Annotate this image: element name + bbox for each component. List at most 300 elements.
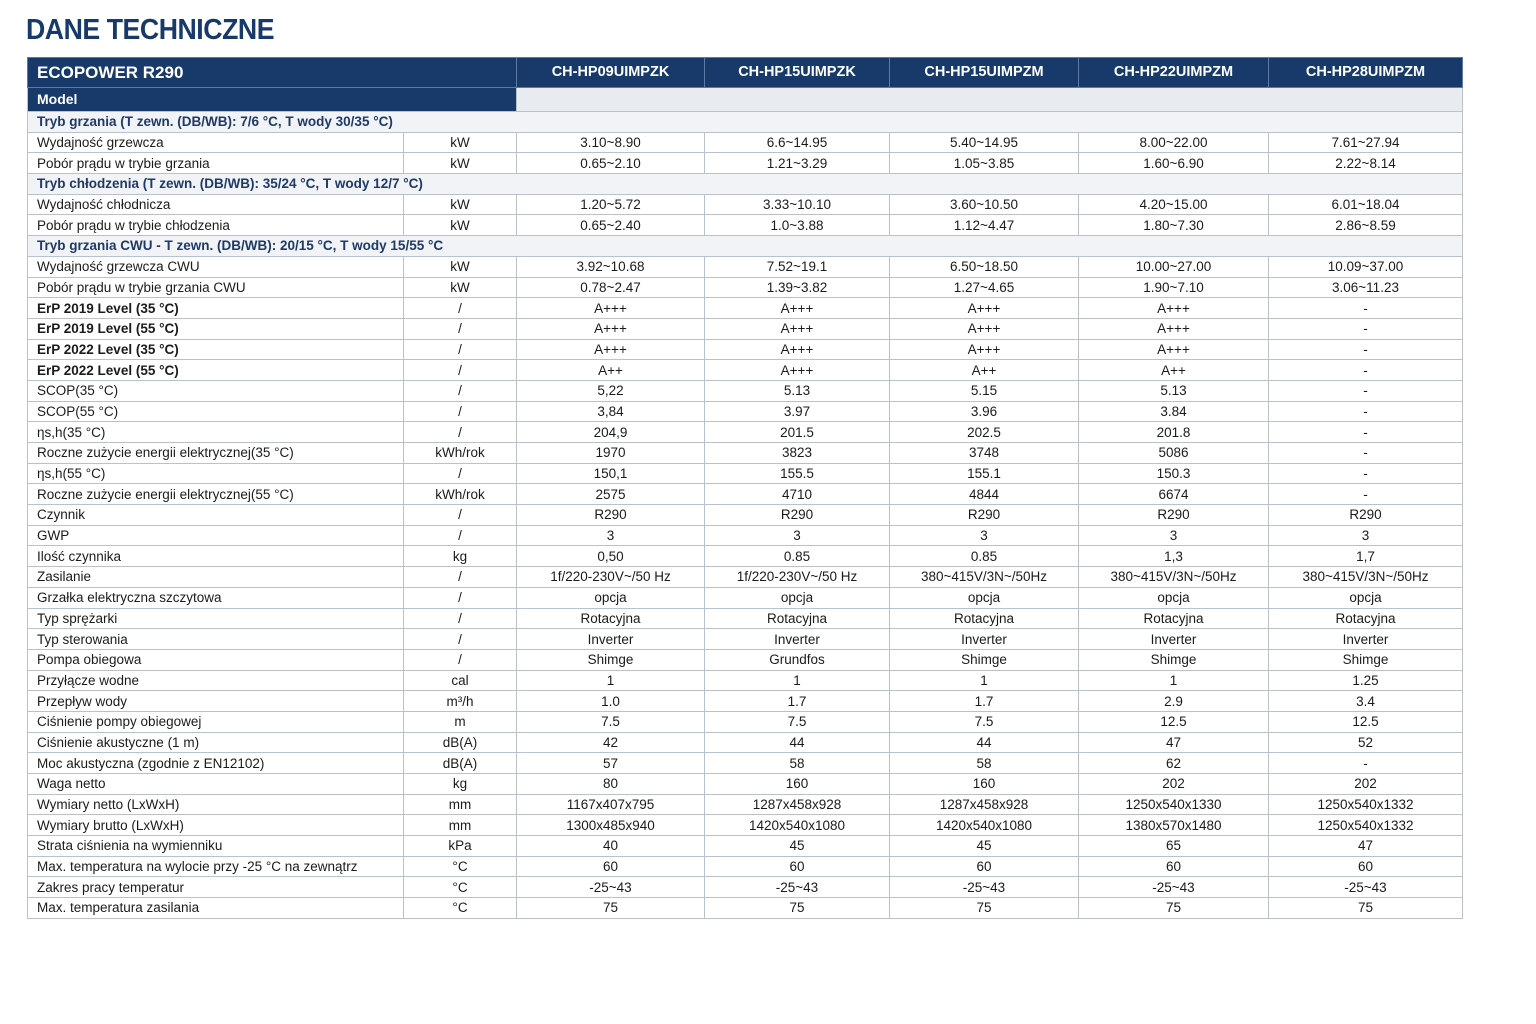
parameter-value: 1250x540x1330	[1079, 794, 1269, 815]
table-row	[28, 608, 1463, 629]
table-row	[28, 463, 1463, 484]
parameter-value: -	[1269, 443, 1463, 464]
parameter-name: Strata ciśnienia na wymienniku	[28, 836, 404, 857]
parameter-value: 7.61~27.94	[1269, 132, 1463, 153]
parameter-name: Wydajność grzewcza	[28, 132, 404, 153]
parameter-value: 3	[517, 525, 705, 546]
parameter-value: 62	[1079, 753, 1269, 774]
parameter-value: Inverter	[517, 629, 705, 650]
table-row	[28, 546, 1463, 567]
parameter-value: Shimge	[517, 649, 705, 670]
parameter-value: -25~43	[890, 877, 1079, 898]
parameter-value: 1250x540x1332	[1269, 815, 1463, 836]
parameter-value: 1.90~7.10	[1079, 277, 1269, 298]
parameter-value: Inverter	[1269, 629, 1463, 650]
parameter-name: Ciśnienie akustyczne (1 m)	[28, 732, 404, 753]
parameter-value: 8.00~22.00	[1079, 132, 1269, 153]
parameter-value: 3.84	[1079, 401, 1269, 422]
parameter-value: -	[1269, 360, 1463, 381]
parameter-value: -	[1269, 463, 1463, 484]
parameter-name: Typ sterowania	[28, 629, 404, 650]
parameter-value: 3	[890, 525, 1079, 546]
parameter-value: 380~415V/3N~/50Hz	[1079, 567, 1269, 588]
table-row	[28, 649, 1463, 670]
parameter-value: Rotacyjna	[890, 608, 1079, 629]
parameter-name: SCOP(35 °C)	[28, 380, 404, 401]
parameter-value: 3.97	[705, 401, 890, 422]
parameter-name: Ciśnienie pompy obiegowej	[28, 711, 404, 732]
parameter-value: A+++	[1079, 318, 1269, 339]
parameter-value: 3,84	[517, 401, 705, 422]
parameter-value: 75	[517, 898, 705, 919]
parameter-value: 380~415V/3N~/50Hz	[1269, 567, 1463, 588]
parameter-value: 3	[1269, 525, 1463, 546]
table-row	[28, 856, 1463, 877]
parameter-unit: /	[404, 649, 517, 670]
parameter-name: Czynnik	[28, 505, 404, 526]
parameter-value: 1.05~3.85	[890, 153, 1079, 174]
parameter-value: 10.09~37.00	[1269, 256, 1463, 277]
parameter-value: 1.0	[517, 691, 705, 712]
parameter-value: 80	[517, 774, 705, 795]
parameter-value: 201.5	[705, 422, 890, 443]
parameter-unit: dB(A)	[404, 753, 517, 774]
parameter-value: R290	[890, 505, 1079, 526]
parameter-value: 0.65~2.40	[517, 215, 705, 236]
parameter-value: 3.60~10.50	[890, 194, 1079, 215]
parameter-value: 202	[1079, 774, 1269, 795]
parameter-value: 57	[517, 753, 705, 774]
parameter-value: 3.10~8.90	[517, 132, 705, 153]
parameter-value: Shimge	[890, 649, 1079, 670]
parameter-unit: /	[404, 339, 517, 360]
parameter-value: A+++	[705, 318, 890, 339]
parameter-value: A+++	[705, 298, 890, 319]
parameter-value: 160	[705, 774, 890, 795]
parameter-value: 1.60~6.90	[1079, 153, 1269, 174]
parameter-value: 75	[1269, 898, 1463, 919]
table-row	[28, 298, 1463, 319]
table-row	[28, 360, 1463, 381]
parameter-value: 1.27~4.65	[890, 277, 1079, 298]
parameter-value: 75	[1079, 898, 1269, 919]
parameter-value: A+++	[705, 339, 890, 360]
parameter-name: Moc akustyczna (zgodnie z EN12102)	[28, 753, 404, 774]
parameter-value: 75	[890, 898, 1079, 919]
parameter-value: 1.7	[890, 691, 1079, 712]
parameter-value: 1f/220-230V~/50 Hz	[517, 567, 705, 588]
parameter-value: 1970	[517, 443, 705, 464]
parameter-value: 2.9	[1079, 691, 1269, 712]
parameter-value: -	[1269, 484, 1463, 505]
parameter-value: 4844	[890, 484, 1079, 505]
table-row	[28, 877, 1463, 898]
parameter-value: 5086	[1079, 443, 1269, 464]
parameter-unit: °C	[404, 877, 517, 898]
table-row	[28, 898, 1463, 919]
parameter-value: 1420x540x1080	[890, 815, 1079, 836]
parameter-value: Inverter	[1079, 629, 1269, 650]
parameter-name: Zasilanie	[28, 567, 404, 588]
table-row	[28, 567, 1463, 588]
parameter-value: 6674	[1079, 484, 1269, 505]
table-row	[28, 380, 1463, 401]
parameter-name: Ilość czynnika	[28, 546, 404, 567]
parameter-value: R290	[705, 505, 890, 526]
parameter-value: -25~43	[705, 877, 890, 898]
parameter-name: ErP 2019 Level (35 °C)	[28, 298, 404, 319]
table-row	[28, 339, 1463, 360]
parameter-unit: kW	[404, 256, 517, 277]
parameter-value: 1,3	[1079, 546, 1269, 567]
parameter-value: 40	[517, 836, 705, 857]
parameter-value: 3	[705, 525, 890, 546]
table-row	[28, 153, 1463, 174]
parameter-value: 4710	[705, 484, 890, 505]
parameter-value: 155.1	[890, 463, 1079, 484]
parameter-value: 12.5	[1269, 711, 1463, 732]
parameter-value: Inverter	[890, 629, 1079, 650]
table-row	[28, 505, 1463, 526]
parameter-value: 0.85	[890, 546, 1079, 567]
parameter-value: 47	[1269, 836, 1463, 857]
parameter-value: Inverter	[705, 629, 890, 650]
parameter-name: Pobór prądu w trybie grzania	[28, 153, 404, 174]
table-row	[28, 670, 1463, 691]
parameter-value: 1167x407x795	[517, 794, 705, 815]
parameter-value: opcja	[705, 587, 890, 608]
parameter-unit: /	[404, 629, 517, 650]
parameter-name: SCOP(55 °C)	[28, 401, 404, 422]
parameter-value: 60	[1079, 856, 1269, 877]
parameter-value: A+++	[890, 318, 1079, 339]
parameter-name: Pobór prądu w trybie grzania CWU	[28, 277, 404, 298]
parameter-unit: kW	[404, 132, 517, 153]
parameter-value: 1.12~4.47	[890, 215, 1079, 236]
model-header: CH-HP15UIMPZM	[890, 58, 1079, 88]
parameter-value: 4.20~15.00	[1079, 194, 1269, 215]
parameter-unit: kW	[404, 277, 517, 298]
model-header: CH-HP09UIMPZK	[517, 58, 705, 88]
parameter-name: Grzałka elektryczna szczytowa	[28, 587, 404, 608]
parameter-value: 60	[705, 856, 890, 877]
parameter-value: A++	[517, 360, 705, 381]
parameter-value: 60	[1269, 856, 1463, 877]
parameter-name: Waga netto	[28, 774, 404, 795]
parameter-value: 58	[890, 753, 1079, 774]
parameter-value: opcja	[1269, 587, 1463, 608]
table-row	[28, 732, 1463, 753]
parameter-unit: dB(A)	[404, 732, 517, 753]
parameter-value: 155.5	[705, 463, 890, 484]
parameter-value: 7.52~19.1	[705, 256, 890, 277]
parameter-value: 204,9	[517, 422, 705, 443]
parameter-value: 5.13	[705, 380, 890, 401]
parameter-unit: °C	[404, 856, 517, 877]
parameter-name: Roczne zużycie energii elektrycznej(35 °C)	[28, 443, 404, 464]
table-row	[28, 587, 1463, 608]
parameter-name: Max. temperatura na wylocie przy -25 °C na zewnątrz	[28, 856, 404, 877]
parameter-unit: kg	[404, 774, 517, 795]
parameter-value: 150.3	[1079, 463, 1269, 484]
parameter-value: 60	[890, 856, 1079, 877]
table-row	[28, 691, 1463, 712]
parameter-value: 7.5	[705, 711, 890, 732]
parameter-value: Shimge	[1269, 649, 1463, 670]
parameter-value: 3748	[890, 443, 1079, 464]
spec-table	[27, 57, 1463, 919]
parameter-value: 1420x540x1080	[705, 815, 890, 836]
parameter-value: 1	[517, 670, 705, 691]
table-row	[28, 194, 1463, 215]
table-row	[28, 836, 1463, 857]
parameter-unit: /	[404, 422, 517, 443]
table-row	[28, 815, 1463, 836]
parameter-unit: /	[404, 505, 517, 526]
table-row	[28, 484, 1463, 505]
parameter-value: A+++	[890, 339, 1079, 360]
section-label: Tryb grzania (T zewn. (DB/WB): 7/6 °C, T wody 30/35 °C)	[28, 112, 1463, 133]
parameter-value: 1.7	[705, 691, 890, 712]
table-row	[28, 277, 1463, 298]
parameter-value: 1300x485x940	[517, 815, 705, 836]
parameter-value: 1287x458x928	[705, 794, 890, 815]
page-title: DANE TECHNICZNE	[26, 14, 275, 46]
parameter-value: opcja	[517, 587, 705, 608]
model-fill	[517, 88, 1463, 112]
parameter-value: 3.92~10.68	[517, 256, 705, 277]
parameter-name: Pompa obiegowa	[28, 649, 404, 670]
parameter-value: A++	[1079, 360, 1269, 381]
section-row	[28, 112, 1463, 133]
parameter-value: -	[1269, 401, 1463, 422]
parameter-value: 44	[890, 732, 1079, 753]
parameter-value: 150,1	[517, 463, 705, 484]
parameter-value: A+++	[1079, 339, 1269, 360]
parameter-value: -25~43	[517, 877, 705, 898]
parameter-value: 42	[517, 732, 705, 753]
table-row	[28, 422, 1463, 443]
parameter-value: opcja	[1079, 587, 1269, 608]
parameter-name: Wymiary netto (LxWxH)	[28, 794, 404, 815]
parameter-value: 3.96	[890, 401, 1079, 422]
parameter-value: 3823	[705, 443, 890, 464]
parameter-unit: /	[404, 318, 517, 339]
table-row	[28, 318, 1463, 339]
parameter-value: 12.5	[1079, 711, 1269, 732]
parameter-value: R290	[1269, 505, 1463, 526]
parameter-value: 1.20~5.72	[517, 194, 705, 215]
parameter-name: ηs,h(35 °C)	[28, 422, 404, 443]
table-row	[28, 711, 1463, 732]
parameter-value: 7.5	[517, 711, 705, 732]
parameter-value: 5.40~14.95	[890, 132, 1079, 153]
parameter-unit: /	[404, 608, 517, 629]
parameter-value: A+++	[517, 339, 705, 360]
parameter-name: ErP 2022 Level (55 °C)	[28, 360, 404, 381]
parameter-value: -	[1269, 339, 1463, 360]
parameter-value: 0,50	[517, 546, 705, 567]
parameter-name: ErP 2019 Level (55 °C)	[28, 318, 404, 339]
parameter-value: 60	[517, 856, 705, 877]
parameter-unit: mm	[404, 794, 517, 815]
parameter-value: 6.01~18.04	[1269, 194, 1463, 215]
parameter-unit: m³/h	[404, 691, 517, 712]
parameter-value: 0.78~2.47	[517, 277, 705, 298]
parameter-unit: kPa	[404, 836, 517, 857]
parameter-unit: /	[404, 298, 517, 319]
parameter-value: -	[1269, 318, 1463, 339]
parameter-value: 65	[1079, 836, 1269, 857]
parameter-name: Wymiary brutto (LxWxH)	[28, 815, 404, 836]
parameter-value: 0.65~2.10	[517, 153, 705, 174]
parameter-value: A+++	[705, 360, 890, 381]
parameter-value: A++	[890, 360, 1079, 381]
parameter-name: Zakres pracy temperatur	[28, 877, 404, 898]
parameter-value: 2575	[517, 484, 705, 505]
parameter-value: 1380x570x1480	[1079, 815, 1269, 836]
parameter-unit: kWh/rok	[404, 484, 517, 505]
parameter-value: 45	[890, 836, 1079, 857]
parameter-value: 5.13	[1079, 380, 1269, 401]
parameter-name: Max. temperatura zasilania	[28, 898, 404, 919]
parameter-value: A+++	[517, 318, 705, 339]
parameter-unit: /	[404, 587, 517, 608]
parameter-value: 380~415V/3N~/50Hz	[890, 567, 1079, 588]
parameter-value: 75	[705, 898, 890, 919]
parameter-name: Przepływ wody	[28, 691, 404, 712]
parameter-unit: kW	[404, 153, 517, 174]
parameter-value: A+++	[517, 298, 705, 319]
parameter-unit: kg	[404, 546, 517, 567]
parameter-value: 2.22~8.14	[1269, 153, 1463, 174]
parameter-value: Rotacyjna	[1269, 608, 1463, 629]
parameter-value: 5,22	[517, 380, 705, 401]
parameter-value: 202	[1269, 774, 1463, 795]
model-header: CH-HP22UIMPZM	[1079, 58, 1269, 88]
parameter-value: opcja	[890, 587, 1079, 608]
parameter-value: -	[1269, 422, 1463, 443]
table-row	[28, 774, 1463, 795]
parameter-value: A+++	[890, 298, 1079, 319]
parameter-unit: cal	[404, 670, 517, 691]
parameter-name: Przyłącze wodne	[28, 670, 404, 691]
parameter-unit: /	[404, 567, 517, 588]
parameter-value: 10.00~27.00	[1079, 256, 1269, 277]
parameter-name: Wydajność grzewcza CWU	[28, 256, 404, 277]
parameter-value: 0.85	[705, 546, 890, 567]
parameter-value: 3.4	[1269, 691, 1463, 712]
parameter-value: 1	[705, 670, 890, 691]
table-row	[28, 525, 1463, 546]
parameter-value: -25~43	[1079, 877, 1269, 898]
brand-header: ECOPOWER R290	[28, 58, 517, 88]
parameter-value: -	[1269, 753, 1463, 774]
table-row	[28, 629, 1463, 650]
parameter-name: ηs,h(55 °C)	[28, 463, 404, 484]
parameter-unit: m	[404, 711, 517, 732]
model-row	[28, 88, 1463, 112]
parameter-name: Pobór prądu w trybie chłodzenia	[28, 215, 404, 236]
parameter-name: ErP 2022 Level (35 °C)	[28, 339, 404, 360]
table-row	[28, 753, 1463, 774]
section-row	[28, 174, 1463, 195]
parameter-unit: /	[404, 380, 517, 401]
model-label: Model	[28, 88, 517, 112]
parameter-value: 3	[1079, 525, 1269, 546]
parameter-value: 3.33~10.10	[705, 194, 890, 215]
parameter-value: A+++	[1079, 298, 1269, 319]
parameter-value: 1.25	[1269, 670, 1463, 691]
parameter-value: 47	[1079, 732, 1269, 753]
parameter-value: Grundfos	[705, 649, 890, 670]
parameter-value: Rotacyjna	[1079, 608, 1269, 629]
table-row	[28, 132, 1463, 153]
table-row	[28, 401, 1463, 422]
parameter-value: R290	[1079, 505, 1269, 526]
parameter-value: 6.50~18.50	[890, 256, 1079, 277]
table-row	[28, 443, 1463, 464]
parameter-value: 202.5	[890, 422, 1079, 443]
parameter-unit: kW	[404, 194, 517, 215]
parameter-unit: mm	[404, 815, 517, 836]
parameter-value: 1,7	[1269, 546, 1463, 567]
model-header: CH-HP15UIMPZK	[705, 58, 890, 88]
parameter-unit: °C	[404, 898, 517, 919]
section-row	[28, 236, 1463, 257]
parameter-value: 52	[1269, 732, 1463, 753]
parameter-value: 1	[890, 670, 1079, 691]
parameter-value: 1f/220-230V~/50 Hz	[705, 567, 890, 588]
parameter-value: Rotacyjna	[705, 608, 890, 629]
parameter-name: GWP	[28, 525, 404, 546]
model-header: CH-HP28UIMPZM	[1269, 58, 1463, 88]
table-row	[28, 794, 1463, 815]
parameter-name: Typ sprężarki	[28, 608, 404, 629]
parameter-value: 5.15	[890, 380, 1079, 401]
parameter-value: 160	[890, 774, 1079, 795]
parameter-name: Wydajność chłodnicza	[28, 194, 404, 215]
table-row	[28, 256, 1463, 277]
parameter-value: 45	[705, 836, 890, 857]
parameter-value: -25~43	[1269, 877, 1463, 898]
parameter-value: 2.86~8.59	[1269, 215, 1463, 236]
parameter-value: 1287x458x928	[890, 794, 1079, 815]
parameter-unit: kW	[404, 215, 517, 236]
section-label: Tryb grzania CWU - T zewn. (DB/WB): 20/15 °C, T wody 15/55 °C	[28, 236, 1463, 257]
parameter-value: -	[1269, 298, 1463, 319]
parameter-value: 1.80~7.30	[1079, 215, 1269, 236]
parameter-value: 1.39~3.82	[705, 277, 890, 298]
section-label: Tryb chłodzenia (T zewn. (DB/WB): 35/24 °C, T wody 12/7 °C)	[28, 174, 1463, 195]
parameter-value: 1	[1079, 670, 1269, 691]
header-row	[28, 58, 1463, 88]
parameter-unit: /	[404, 401, 517, 422]
parameter-value: -	[1269, 380, 1463, 401]
parameter-value: 1250x540x1332	[1269, 794, 1463, 815]
parameter-value: 3.06~11.23	[1269, 277, 1463, 298]
parameter-unit: kWh/rok	[404, 443, 517, 464]
parameter-value: R290	[517, 505, 705, 526]
parameter-value: 44	[705, 732, 890, 753]
parameter-unit: /	[404, 463, 517, 484]
parameter-value: 201.8	[1079, 422, 1269, 443]
parameter-value: 58	[705, 753, 890, 774]
parameter-value: 1.0~3.88	[705, 215, 890, 236]
parameter-value: 1.21~3.29	[705, 153, 890, 174]
table-row	[28, 215, 1463, 236]
parameter-name: Roczne zużycie energii elektrycznej(55 °C)	[28, 484, 404, 505]
